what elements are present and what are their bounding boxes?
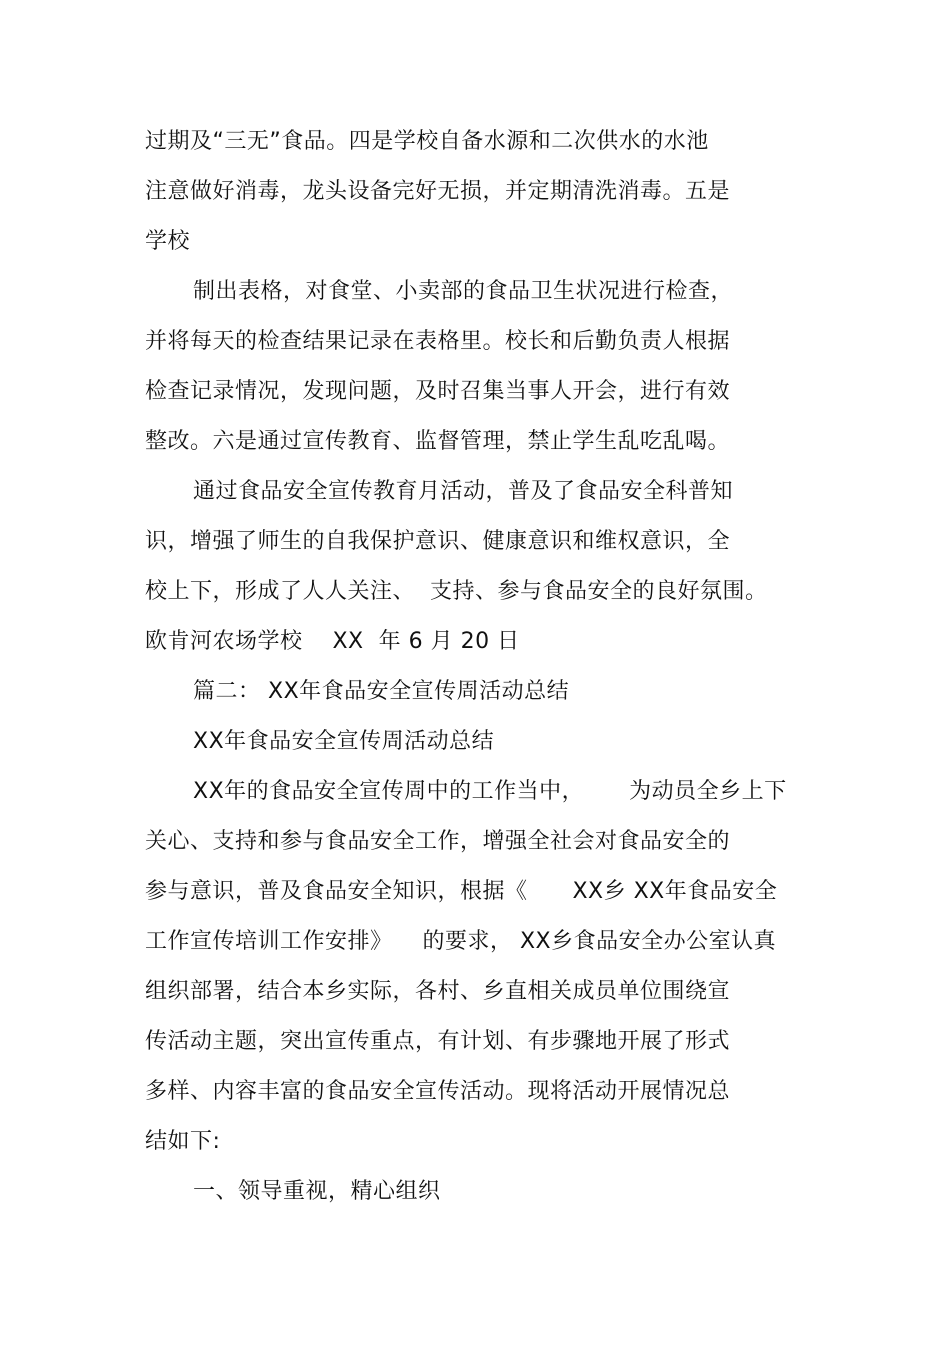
subsection-heading: 一、领导重视，精心组织 [193, 1179, 441, 1204]
text-line: 并将每天的检查结果记录在表格里。校长和后勤负责人根据 [145, 329, 731, 354]
signature-date-line: 欧肯河农场学校 XX 年 6 月 20 日 [145, 629, 520, 654]
text-line: 传活动主题，突出宣传重点，有计划、有步骤地开展了形式 [145, 1029, 731, 1054]
text-line: 多样、内容丰富的食品安全宣传活动。现将活动开展情况总 [145, 1079, 731, 1104]
text-line: 组织部署，结合本乡实际，各村、乡直相关成员单位围绕宣 [145, 979, 731, 1004]
text-line: 关心、支持和参与食品安全工作，增强全社会对食品安全的 [145, 829, 731, 854]
text-line: 识，增强了师生的自我保护意识、健康意识和维权意识，全 [145, 529, 731, 554]
text-line: 注意做好消毒，龙头设备完好无损，并定期清洗消毒。五是 [145, 179, 731, 204]
text-line: 检查记录情况，发现问题，及时召集当事人开会，进行有效 [145, 379, 731, 404]
paragraph-start-line: XX年的食品安全宣传周中的工作当中， 为动员全乡上下 [193, 779, 787, 804]
text-line: 整改。六是通过宣传教育、监督管理，禁止学生乱吃乱喝。 [145, 429, 731, 454]
text-line: 校上下，形成了人人关注、 支持、参与食品安全的良好氛围。 [145, 579, 768, 604]
text-line: 工作宣传培训工作安排》 的要求， XX乡食品安全办公室认真 [145, 929, 777, 954]
section-heading: 篇二： XX年食品安全宣传周活动总结 [193, 679, 570, 704]
text-line: 参与意识，普及食品安全知识，根据《 XX乡 XX年食品安全 [145, 879, 778, 904]
text-line: 过期及“三无”食品。四是学校自备水源和二次供水的水池 [145, 129, 709, 154]
text-line: 结如下: [145, 1129, 221, 1154]
text-line: 学校 [145, 229, 191, 254]
paragraph-start-line: 通过食品安全宣传教育月活动，普及了食品安全科普知 [193, 479, 734, 504]
paragraph-start-line: 制出表格，对食堂、小卖部的食品卫生状况进行检查， [193, 279, 734, 304]
article-title: XX年食品安全宣传周活动总结 [193, 729, 495, 754]
